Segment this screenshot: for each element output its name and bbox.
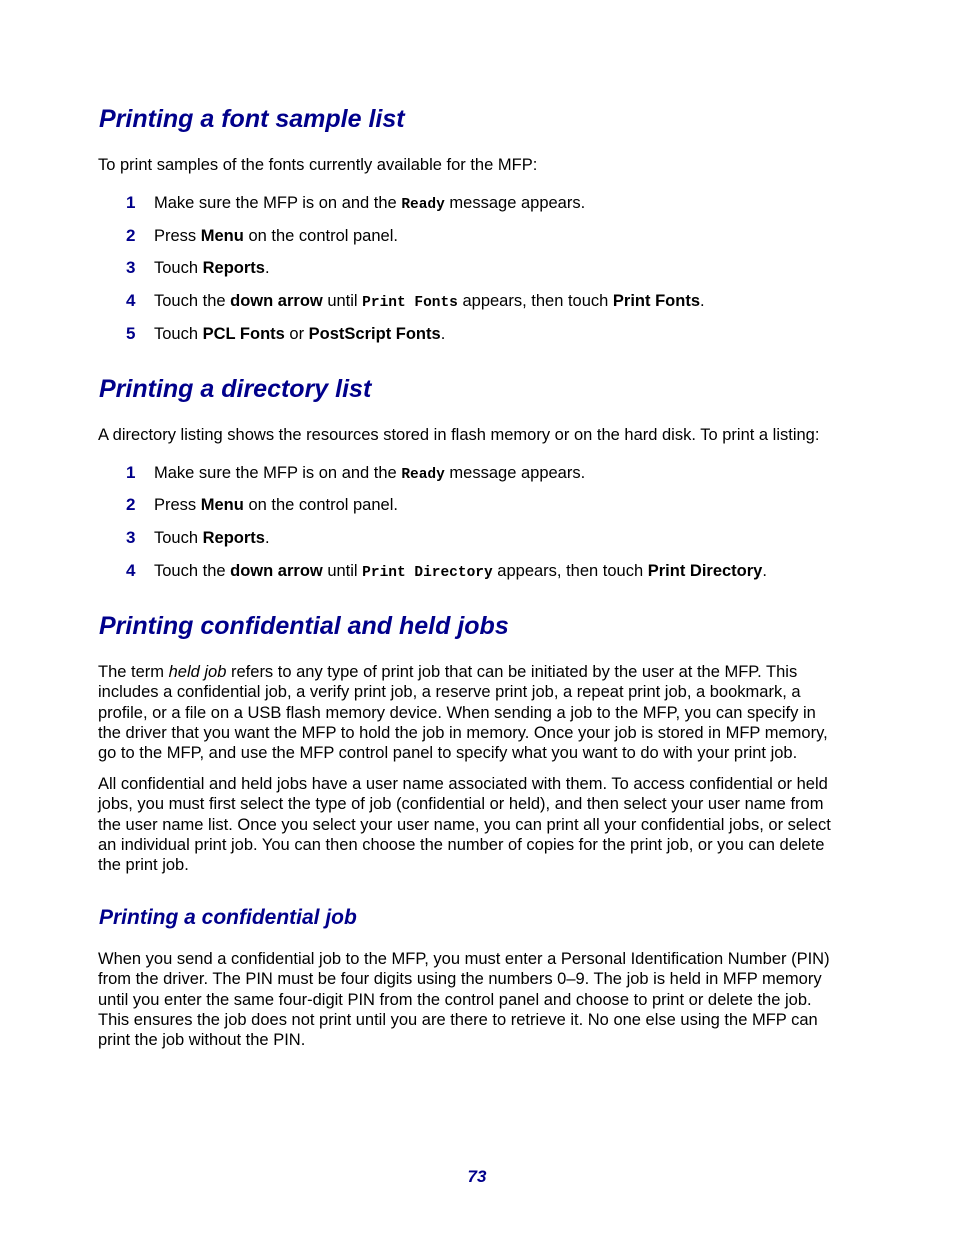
directory-intro: A directory listing shows the resources stored in flash memory or on the hard disk. To print a listing: <box>98 426 820 444</box>
page-number: 73 <box>467 1167 487 1186</box>
heading-confidential-job: Printing a confidential job <box>99 906 357 929</box>
font-intro: To print samples of the fonts currently available for the MFP: <box>98 156 538 174</box>
step-text: Press Menu on the control panel. <box>154 496 398 514</box>
step-text: Make sure the MFP is on and the Ready message appears. <box>154 464 586 483</box>
code-ready: Ready <box>401 197 445 213</box>
held-paragraph-2: All confidential and held jobs have a user name associated with them. To access confidential or held jobs, you must first select the type of job (confidential or held), and then select your user name from the user name list. Once you select your user name, you can print all your confidential jobs, or select an individual print job. You can then choose the number of copies for the print job, or you can delete the print job. <box>98 775 831 875</box>
step-text: Press Menu on the control panel. <box>154 227 398 245</box>
step-number: 2 <box>126 495 136 514</box>
step-number: 5 <box>126 324 136 343</box>
step-text: Touch Reports. <box>154 259 270 277</box>
step-number: 1 <box>126 193 136 212</box>
step-number: 2 <box>126 226 136 245</box>
step-text: Touch PCL Fonts or PostScript Fonts. <box>154 325 446 343</box>
step-text: Touch the down arrow until Print Directory appears, then touch Print Directory. <box>154 562 767 581</box>
step-text: Touch Reports. <box>154 529 270 547</box>
heading-font-sample-list: Printing a font sample list <box>99 105 405 133</box>
step-number: 1 <box>126 463 136 482</box>
heading-confidential-held-jobs: Printing confidential and held jobs <box>99 612 509 640</box>
code-print-directory: Print Directory <box>362 565 493 581</box>
code-print-fonts: Print Fonts <box>362 295 458 311</box>
step-number: 3 <box>126 528 136 547</box>
heading-directory-list: Printing a directory list <box>99 375 372 403</box>
step-text: Touch the down arrow until Print Fonts appears, then touch Print Fonts. <box>154 292 705 311</box>
held-paragraph-1: The term held job refers to any type of print job that can be initiated by the user at the MFP. This includes a confidential job, a verify print job, a reserve print job, a repeat print job, a bookmark, a profile, or a file on a USB flash memory device. When sending a job to the MFP, you can specify in the driver that you want the MFP to hold the job in memory. Once your job is stored in MFP memory, go to the MFP, and use the MFP control panel to specify what you want to do with your print job. <box>98 663 828 763</box>
confidential-paragraph: When you send a confidential job to the MFP, you must enter a Personal Identification Number (PIN) from the driver. The PIN must be four digits using the numbers 0–9. The job is held in MFP memory until you enter the same four-digit PIN from the control panel and choose to print or delete the job. This ensures the job does not print until you are there to retrieve it. No one else using the MFP can print the job without the PIN. <box>98 950 830 1050</box>
step-text: Make sure the MFP is on and the Ready message appears. <box>154 194 586 213</box>
step-number: 4 <box>126 561 136 580</box>
step-number: 4 <box>126 291 136 310</box>
code-ready: Ready <box>401 467 445 483</box>
step-number: 3 <box>126 258 136 277</box>
